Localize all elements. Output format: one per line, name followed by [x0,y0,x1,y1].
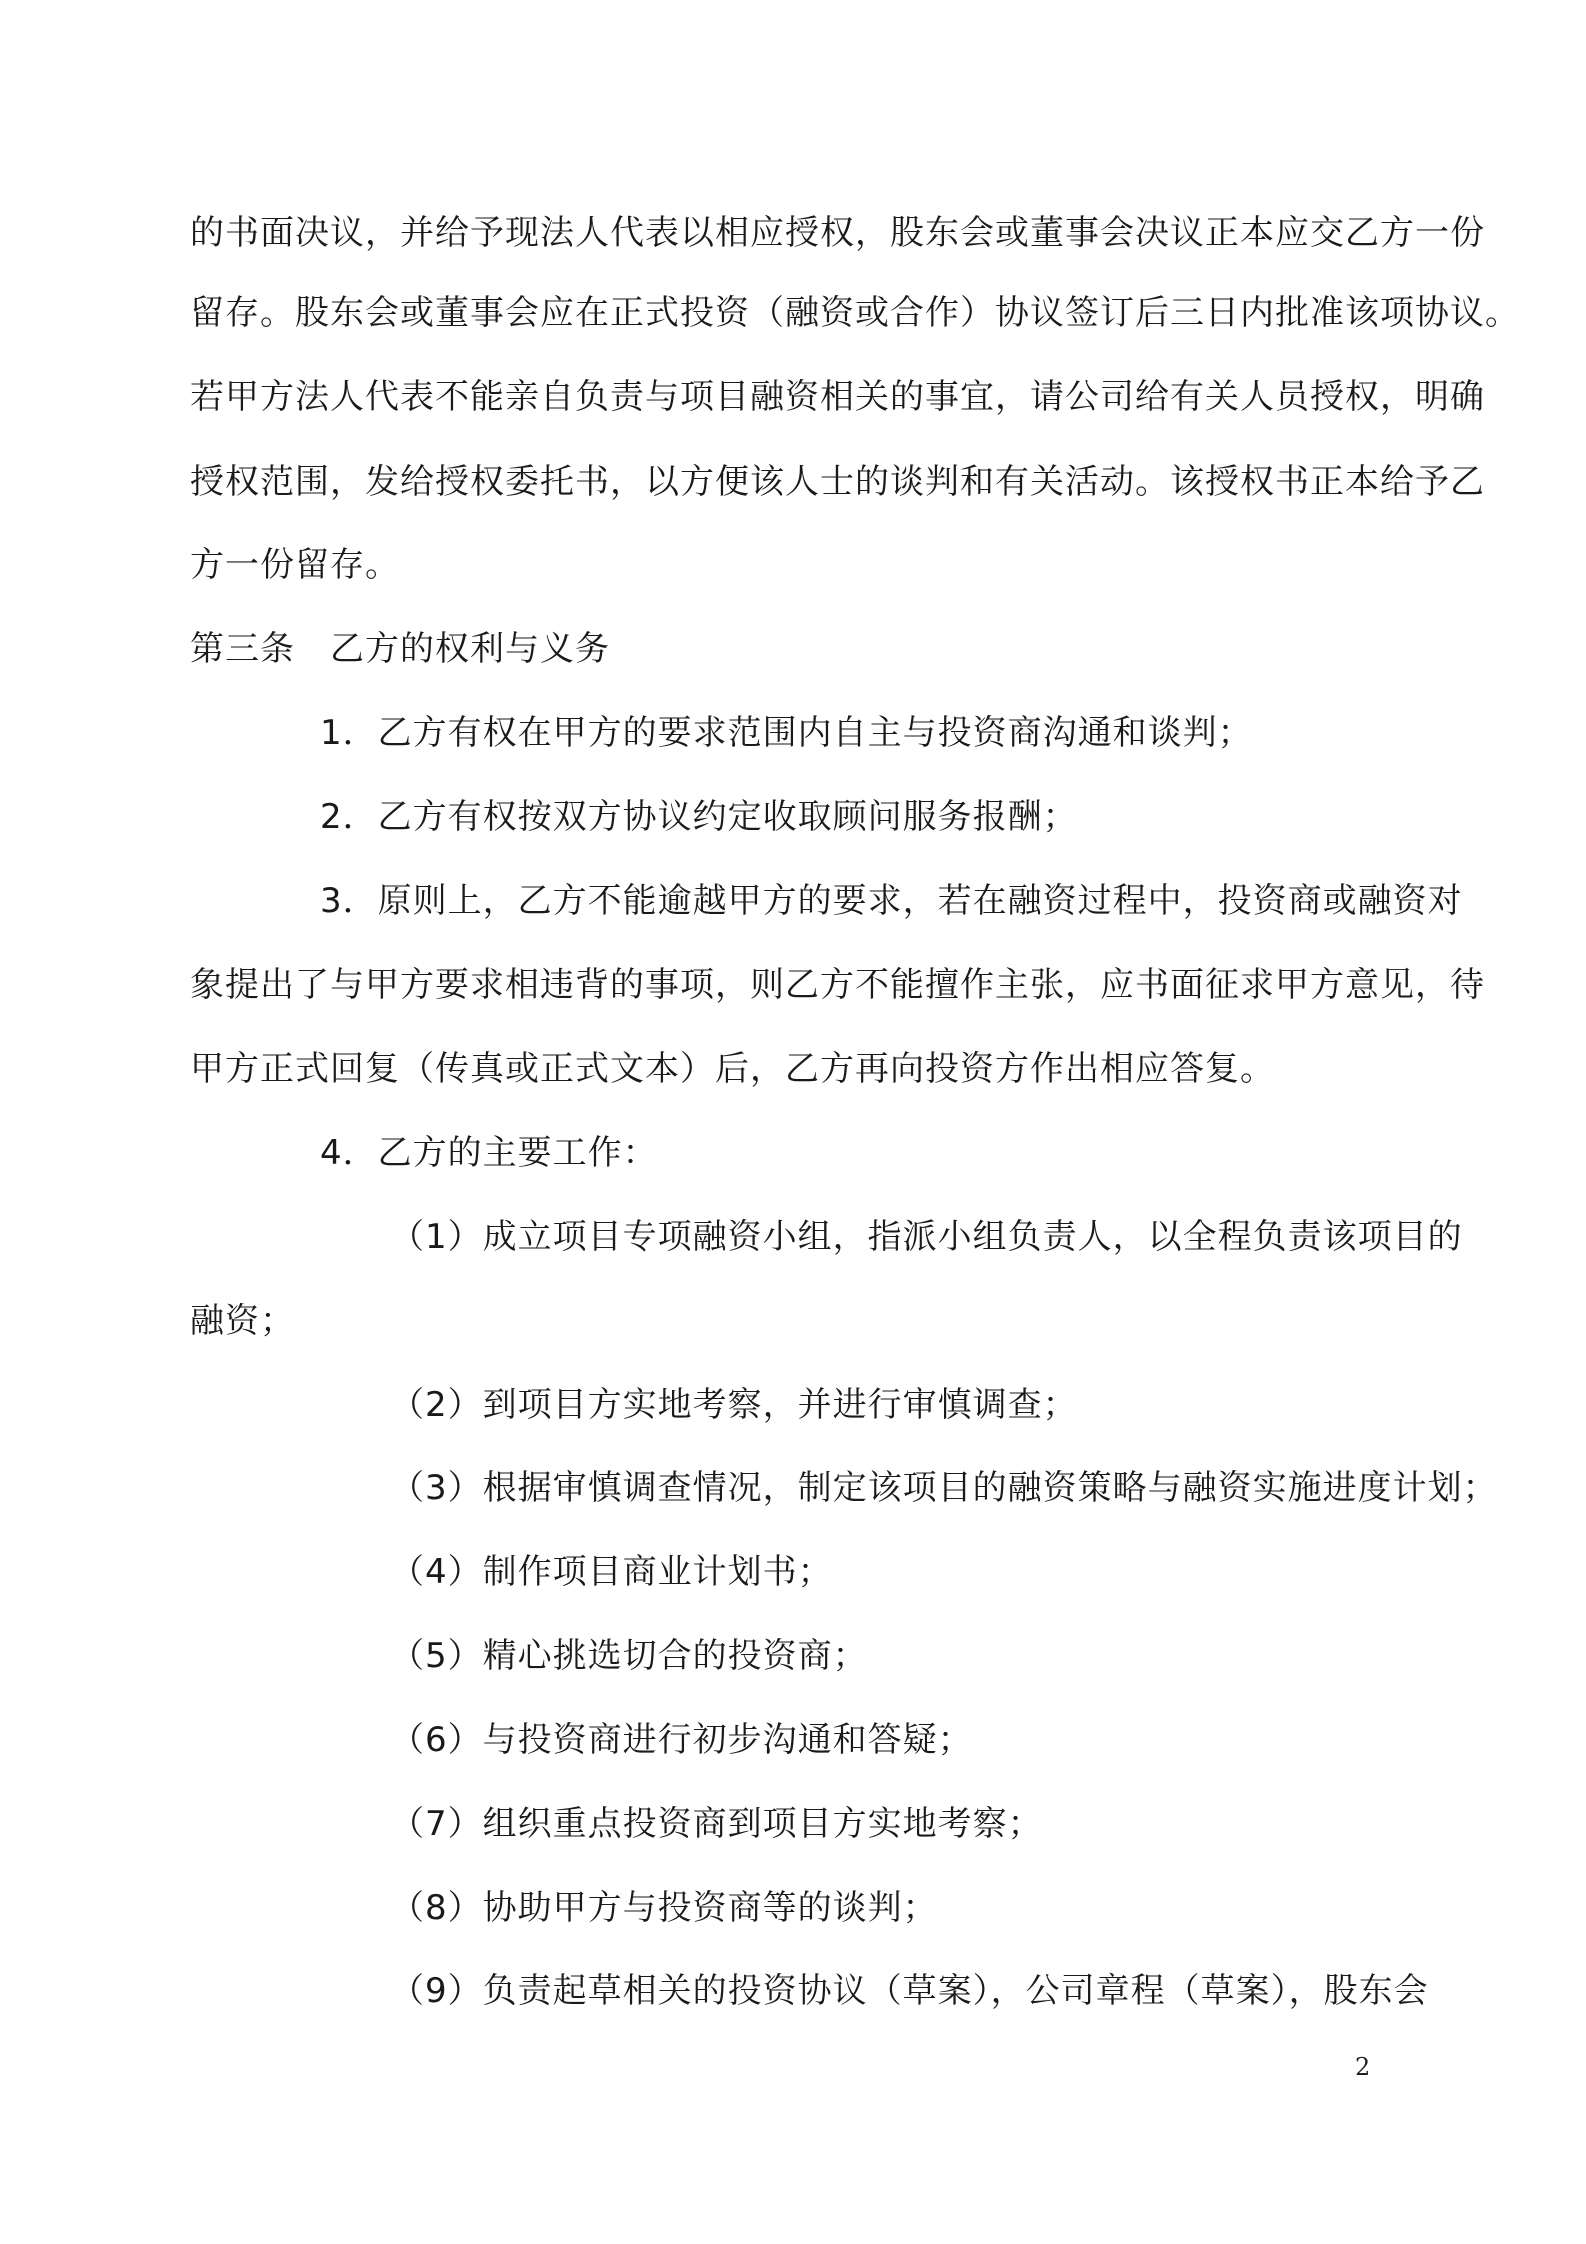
paragraph-line: 象提出了与甲方要求相违背的事项，则乙方不能擅作主张，应书面征求甲方意见，待 [190,965,1485,1005]
paragraph-line: 授权范围，发给授权委托书，以方便该人士的谈判和有关活动。该授权书正本给予乙 [190,462,1485,502]
paragraph-line: 的书面决议，并给予现法人代表以相应授权，股东会或董事会决议正本应交乙方一份 [190,213,1485,253]
paragraph-line: 若甲方法人代表不能亲自负责与项目融资相关的事宜，请公司给有关人员授权，明确 [190,377,1485,417]
list-item: 3．原则上，乙方不能逾越甲方的要求，若在融资过程中，投资商或融资对 [320,881,1463,921]
page-number: 2 [1355,2053,1371,2081]
list-item: 4．乙方的主要工作： [320,1133,658,1173]
sub-list-item: （2）到项目方实地考察，并进行审慎调查； [390,1385,1078,1425]
sub-list-item: （7）组织重点投资商到项目方实地考察； [390,1804,1043,1844]
paragraph-line: 方一份留存。 [190,545,400,585]
paragraph-line: 留存。股东会或董事会应在正式投资（融资或合作）协议签订后三日内批准该项协议。 [190,293,1520,333]
sub-list-item: （4）制作项目商业计划书； [390,1552,833,1592]
sub-list-item: （9）负责起草相关的投资协议（草案），公司章程（草案），股东会 [390,1971,1429,2011]
sub-list-item: （3）根据审慎调查情况，制定该项目的融资策略与融资实施进度计划； [390,1468,1498,1508]
sub-list-item: （5）精心挑选切合的投资商； [390,1636,868,1676]
list-item: 2．乙方有权按双方协议约定收取顾问服务报酬； [320,797,1078,837]
section-heading: 第三条 乙方的权利与义务 [190,629,610,669]
sub-list-item: （1）成立项目专项融资小组，指派小组负责人，以全程负责该项目的 [390,1217,1463,1257]
list-item: 1．乙方有权在甲方的要求范围内自主与投资商沟通和谈判； [320,713,1253,753]
paragraph-line: 融资； [190,1301,295,1341]
sub-list-item: （6）与投资商进行初步沟通和答疑； [390,1720,973,1760]
sub-list-item: （8）协助甲方与投资商等的谈判； [390,1888,938,1928]
paragraph-line: 甲方正式回复（传真或正式文本）后，乙方再向投资方作出相应答复。 [190,1049,1275,1089]
